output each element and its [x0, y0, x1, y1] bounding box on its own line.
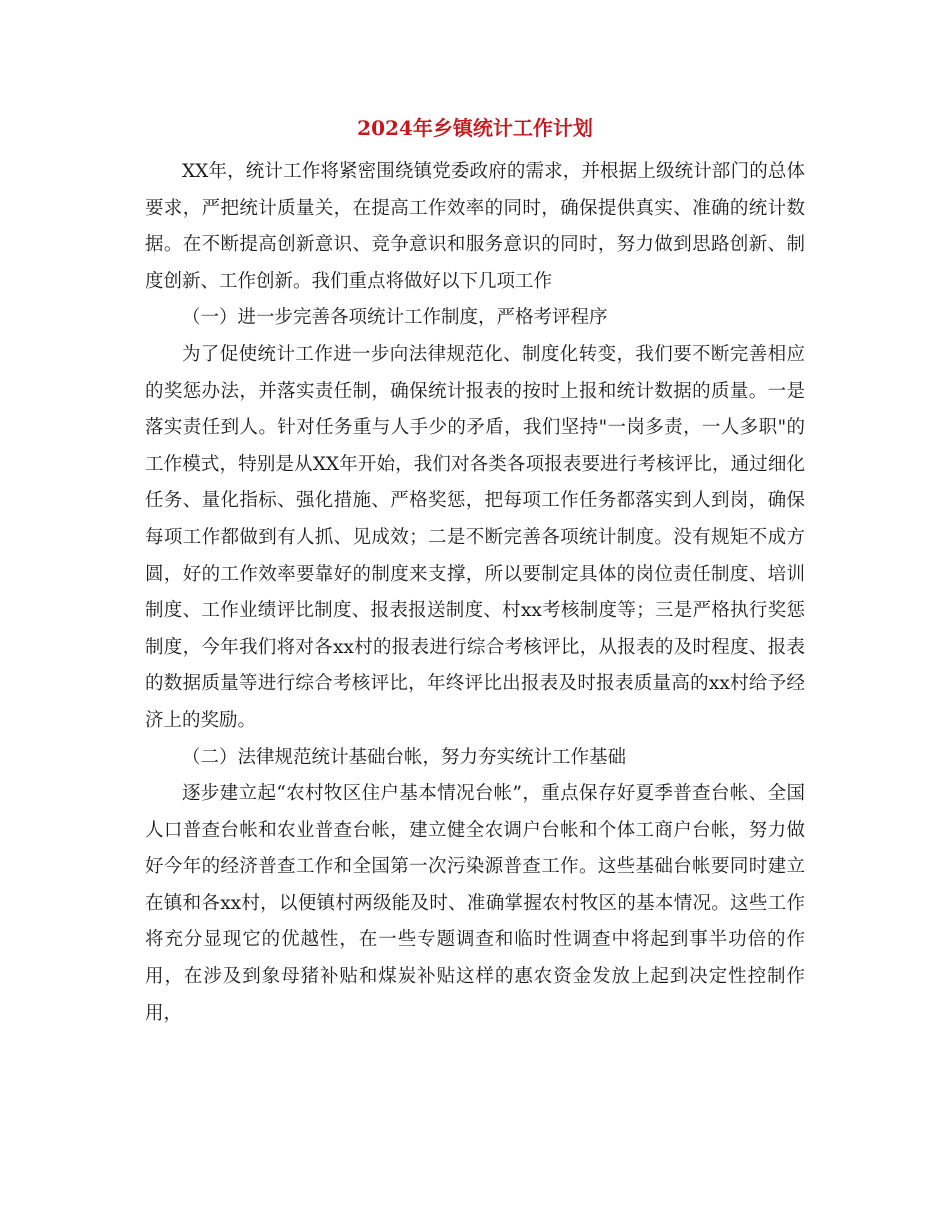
section-body-1: 为了促使统计工作进一步向法律规范化、制度化转变，我们要不断完善相应的奖惩办法，并落实责任制，确保统计报表的按时上报和统计数据的质量。一是落实责任到人。针对任务重与人手少的矛盾，我们坚持"一岗多责，一人多职"的工作模式，特别是从XX年开始，我们对各类各项报表要进行考核评比，通过细化任务、量化指标、强化措施、严格奖惩，把每项工作任务都落实到人到岗，确保每项工作都做到有人抓、见成效；二是不断完善各项统计制度。没有规矩不成方圆，好的工作效率要靠好的制度来支撑，所以要制定具体的岗位责任制度、培训制度、工作业绩评比制度、报表报送制度、村xx考核制度等；三是严格执行奖惩制度，今年我们将对各xx村的报表进行综合考核评比，从报表的及时程度、报表的数据质量等进行综合考核评比，年终评比出报表及时报表质量高的xx村给予经济上的奖励。 — [145, 343, 805, 731]
intro-paragraph: XX年，统计工作将紧密围绕镇党委政府的需求，并根据上级统计部门的总体要求，严把统计质量关，在提高工作效率的同时，确保提供真实、准确的统计数据。在不断提高创新意识、竞争意识和服务意识的同时，努力做到思路创新、制度创新、工作创新。我们重点将做好以下几项工作 — [145, 161, 805, 292]
section-body-2: 逐步建立起“农村牧区住户基本情况台帐”，重点保存好夏季普查台帐、全国人口普查台帐和农业普查台帐，建立健全农调户台帐和个体工商户台帐，努力做好今年的经济普查工作和全国第一次污染源普查工作。这些基础台帐要同时建立在镇和各xx村，以便镇村两级能及时、准确掌握农村牧区的基本情况。这些工作将充分显现它的优越性，在一些专题调查和临时性调查中将起到事半功倍的作用，在涉及到象母猪补贴和煤炭补贴这样的惠农资金发放上起到决定性控制作用， — [145, 783, 805, 1024]
document-title: 2024年乡镇统计工作计划 — [357, 116, 593, 140]
section-heading-2: （二）法律规范统计基础台帐，努力夯实统计工作基础 — [182, 746, 627, 768]
section-heading-1: （一）进一步完善各项统计工作制度，严格考评程序 — [182, 307, 608, 329]
document-page — [145, 108, 805, 1032]
